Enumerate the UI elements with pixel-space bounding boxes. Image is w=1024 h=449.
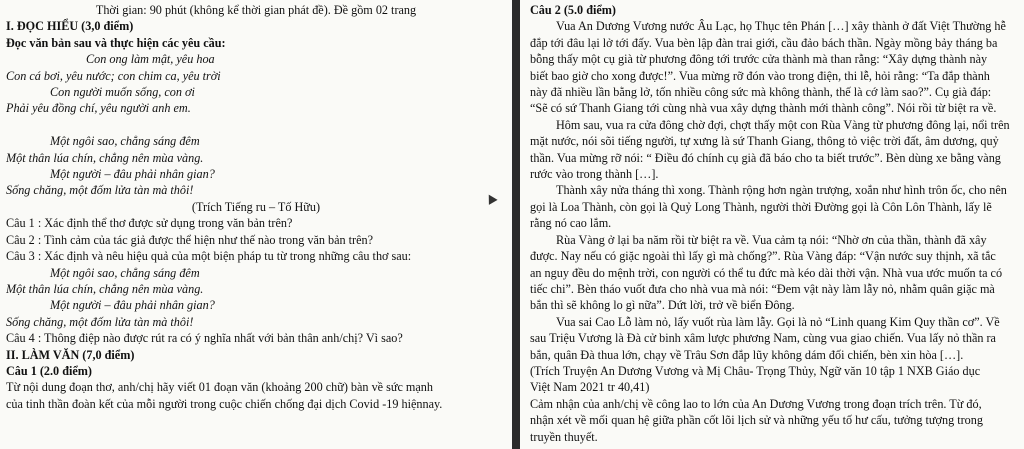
right-text-line: Vua An Dương Vương nước Âu Lạc, họ Thục tên Phán […] xây thành ở đất Việt Thường hễ: [556, 19, 1006, 34]
left-text-line: của tinh thần đoàn kết của mỗi người trong cuộc chiến chống đại dịch Covid -19 hiệnnay.: [6, 396, 443, 411]
left-text-line: Câu 1 (2.0 điểm): [6, 363, 92, 378]
right-text-line: rước vào trong thành […].: [530, 167, 659, 182]
left-text-line: Câu 3 : Xác định và nêu hiệu quả của một biện pháp tu từ trong những câu thơ sau:: [6, 249, 412, 264]
right-text-line: nhận xét về mối quan hệ giữa phần cốt lõi lịch sử và những yếu tố hư cấu, tưởng tượng trong: [530, 413, 983, 428]
right-text-line: “Sẽ có sứ Thanh Giang tới cùng nhà vua xây dựng thành mới thành công”. Nói rồi từ biệt ra về.: [530, 101, 997, 116]
right-text-line: sau Triệu Vương là Đà cử binh xâm lược phương Nam, cùng vua giao chiến. Vua lấy nỏ thần ra: [530, 331, 996, 346]
left-text-line: (Trích Tiếng ru – Tố Hữu): [191, 199, 321, 214]
left-text-line: Con người muốn sống, con ơi: [50, 85, 195, 100]
right-text-line: bắn thì sẽ không lo gì nữa”. Dứt lời, trở về biển Đông.: [530, 298, 795, 313]
left-text-line: Câu 1 : Xác định thể thơ được sử dụng trong văn bản trên?: [6, 216, 293, 231]
right-text-line: Việt Nam 2021 tr 40,41): [530, 380, 650, 395]
right-text-line: rằng nó cao lắm.: [530, 216, 612, 231]
left-text-line: Câu 4 : Thông điệp nào được rút ra có ý nghĩa nhất với bản thân anh/chị? Vì sao?: [6, 331, 403, 346]
right-text-line: được. Nay nếu có giặc ngoài thì lấy gì mà chống?”. Rùa Vàng đáp: “Vận nước suy thịnh, xã tắc: [530, 249, 996, 264]
right-text-line: Rùa Vàng ở lại ba năm rồi từ biệt ra về. Vua cảm tạ nói: “Nhờ ơn của thần, thành đã xây: [556, 232, 987, 247]
right-text-line: tiếc chi”. Bèn tháo vuốt đưa cho nhà vua mà nói: “Đem vật này làm lẫy nỏ, nhằm quân giặc mà: [530, 281, 995, 296]
left-text-line: [6, 117, 506, 133]
right-text-line: bắn, quân Đà thua lớn, chạy về Trâu Sơn đắp lũy không dám đối chiến, bèn xin hòa […].: [530, 347, 964, 362]
left-text-line: Từ nội dung đoạn thơ, anh/chị hãy viết 01 đoạn văn (khoảng 200 chữ) bàn về sức mạnh: [6, 380, 433, 395]
right-text-line: này đã nhiều lần bằng lở, tốn nhiều công sức mà không thành, thế là cớ làm sao?”. Cụ già đáp:: [530, 85, 992, 100]
right-text-line: thần. Vua mừng rỡ nói: “ Điều đó chính cụ già đã báo cho ta biết trước”. Bèn dùng xe bằng vàng: [530, 150, 1001, 165]
left-text-line: Một thân lúa chín, chẳng nên mùa vàng.: [6, 281, 204, 296]
right-text-line: biết bao giờ cho xong được!”. Vua mừng rỡ đón vào trong điện, thi lễ, hỏi rằng: “Ta đắp thành: [530, 68, 990, 83]
right-text-line: bỗng thấy một cụ già từ phương đông tới trước cửa thành mà than rằng: “Xây dựng thành này: [530, 52, 988, 67]
right-text-line: an nguy đều do mệnh trời, con người có thể tu đức mà kéo dài thời vận. Nhà vua ước muốn ta có: [530, 265, 1003, 280]
right-text-line: Thành xây nửa tháng thì xong. Thành rộng hơn ngàn trượng, xoắn như hình trôn ốc, cho nên: [556, 183, 1007, 198]
right-page: [520, 0, 1024, 449]
right-text-line: Câu 2 (5.0 điểm): [530, 3, 616, 17]
right-text-line: đắp tới đâu lại lở tới đấy. Vua bèn lập đàn trai giới, cầu đảo bách thần. Ngày mồng bảy tháng ba: [530, 35, 998, 50]
left-text-line: Một thân lúa chín, chẳng nên mùa vàng.: [6, 150, 204, 165]
left-text-line: Một người – đâu phải nhân gian?: [50, 167, 215, 182]
left-text-line: Một ngôi sao, chẳng sáng đêm: [50, 265, 200, 280]
right-text-line: Hôm sau, vua ra cửa đông chờ đợi, chợt thấy một con Rùa Vàng từ phương đông lại, nổi trên: [556, 117, 1010, 132]
left-text-line: Con cá bơi, yêu nước; con chim ca, yêu trời: [6, 68, 221, 83]
left-text-line: Sống chăng, một đốm lửa tàn mà thôi!: [6, 183, 194, 198]
left-text-line: Sống chăng, một đốm lửa tàn mà thôi!: [6, 314, 194, 329]
left-text-line: Phải yêu đồng chí, yêu người anh em.: [6, 101, 191, 116]
right-text-line: Vua sai Cao Lỗ làm nỏ, lấy vuốt rùa làm lẫy. Gọi là nỏ “Linh quang Kim Quy thần cơ”. Về: [556, 314, 1000, 329]
left-text-line: Một người – đâu phải nhân gian?: [50, 298, 215, 313]
left-text-line: Đọc văn bản sau và thực hiện các yêu cầu:: [6, 35, 226, 50]
right-text-line: gọi là Loa Thành, còn gọi là Quỷ Long Thành, người thời Đường gọi là Côn Lôn Thành, lấy lẽ: [530, 199, 992, 214]
right-text-line: Cảm nhận của anh/chị về công lao to lớn của An Dương Vương trong đoạn trích trên. Từ đó,: [530, 396, 982, 411]
left-text-line: Thời gian: 90 phút (không kể thời gian phát đề). Đề gồm 02 trang: [95, 3, 417, 17]
left-text-line: II. LÀM VĂN (7,0 điểm): [6, 347, 135, 362]
left-text-line: Câu 2 : Tình cảm của tác giả được thể hiện như thế nào trong văn bản trên?: [6, 232, 373, 247]
left-text-line: Con ong làm mật, yêu hoa: [86, 52, 215, 67]
right-text-line: (Trích Truyện An Dương Vương và Mị Châu- Trọng Thủy, Ngữ văn 10 tập 1 NXB Giáo dục: [530, 363, 981, 378]
left-text-line: Một ngôi sao, chẳng sáng đêm: [50, 134, 200, 149]
right-text-line: truyền thuyết.: [530, 429, 598, 444]
left-text-line: I. ĐỌC HIỂU (3,0 điểm): [6, 19, 134, 34]
right-text-line: mặt nước, nói sõi tiếng người, tự xưng là sứ Thanh Giang, thông tỏ việc trời đất, âm dương, quỷ: [530, 134, 999, 149]
